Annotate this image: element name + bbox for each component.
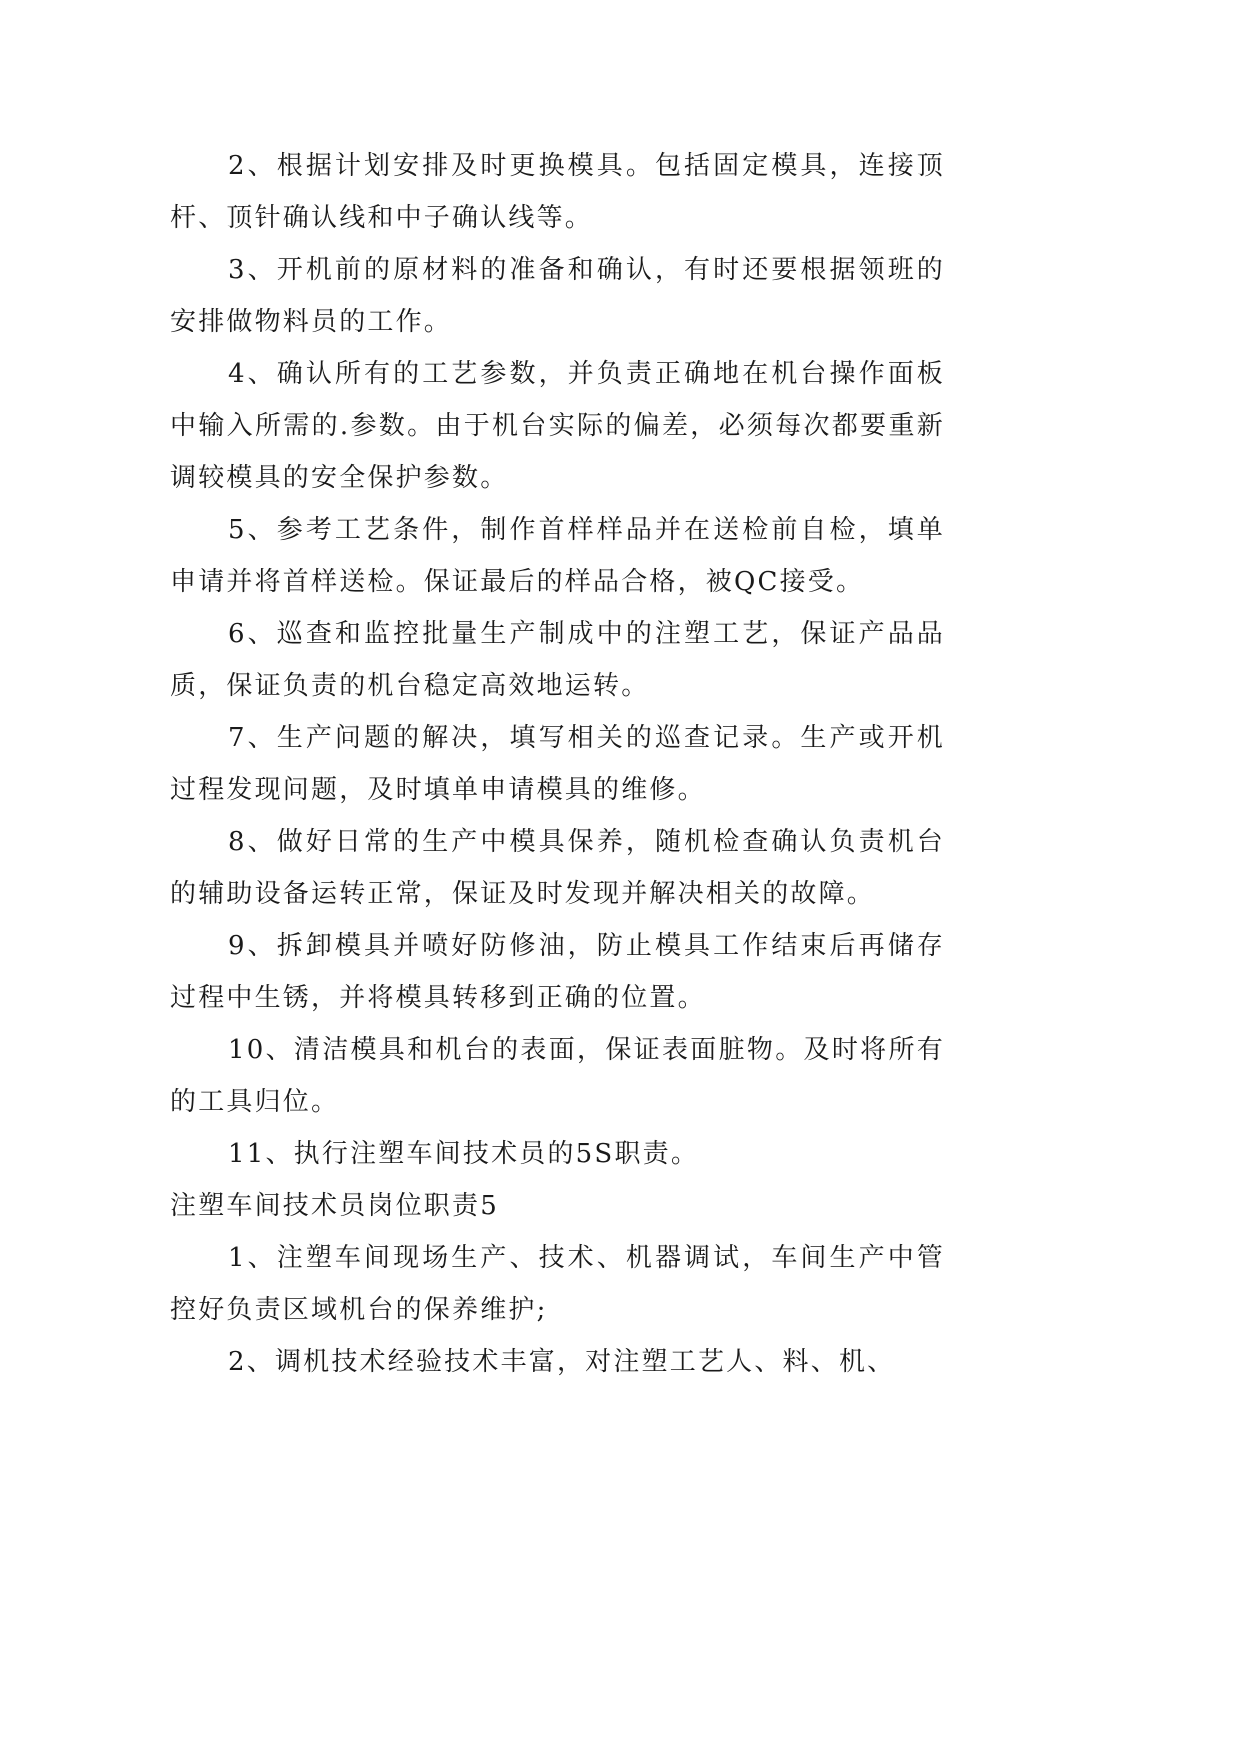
- section-heading: 注塑车间技术员岗位职责5: [170, 1191, 499, 1221]
- duty-item-7: 7、生产问题的解决，填写相关的巡查记录。生产或开机过程发现问题，及时填单申请模具的维修。: [170, 723, 945, 805]
- duty-item-6: 6、巡查和监控批量生产制成中的注塑工艺，保证产品品质，保证负责的机台稳定高效地运转。: [170, 619, 945, 701]
- duty-item-2: 2、根据计划安排及时更换模具。包括固定模具，连接顶杆、顶针确认线和中子确认线等。: [170, 151, 945, 233]
- document-body: [170, 140, 945, 1388]
- duty-item-3: 3、开机前的原材料的准备和确认，有时还要根据领班的安排做物料员的工作。: [170, 255, 945, 337]
- duty-item-5: 5、参考工艺条件，制作首样样品并在送检前自检，填单申请并将首样送检。保证最后的样品合格，被QC接受。: [170, 515, 945, 597]
- section5-duty-item-2: 2、调机技术经验技术丰富，对注塑工艺人、料、机、: [228, 1347, 896, 1377]
- duty-item-9: 9、拆卸模具并喷好防修油，防止模具工作结束后再储存过程中生锈，并将模具转移到正确的位置。: [170, 931, 945, 1013]
- duty-item-10: 10、清洁模具和机台的表面，保证表面脏物。及时将所有的工具归位。: [170, 1035, 945, 1117]
- duty-item-11: 11、执行注塑车间技术员的5S职责。: [228, 1139, 700, 1169]
- duty-item-4: 4、确认所有的工艺参数，并负责正确地在机台操作面板中输入所需的.参数。由于机台实际的偏差，必须每次都要重新调较模具的安全保护参数。: [170, 359, 945, 493]
- section5-duty-item-1: 1、注塑车间现场生产、技术、机器调试，车间生产中管控好负责区域机台的保养维护;: [170, 1243, 945, 1325]
- duty-item-8: 8、做好日常的生产中模具保养，随机检查确认负责机台的辅助设备运转正常，保证及时发现并解决相关的故障。: [170, 827, 945, 909]
